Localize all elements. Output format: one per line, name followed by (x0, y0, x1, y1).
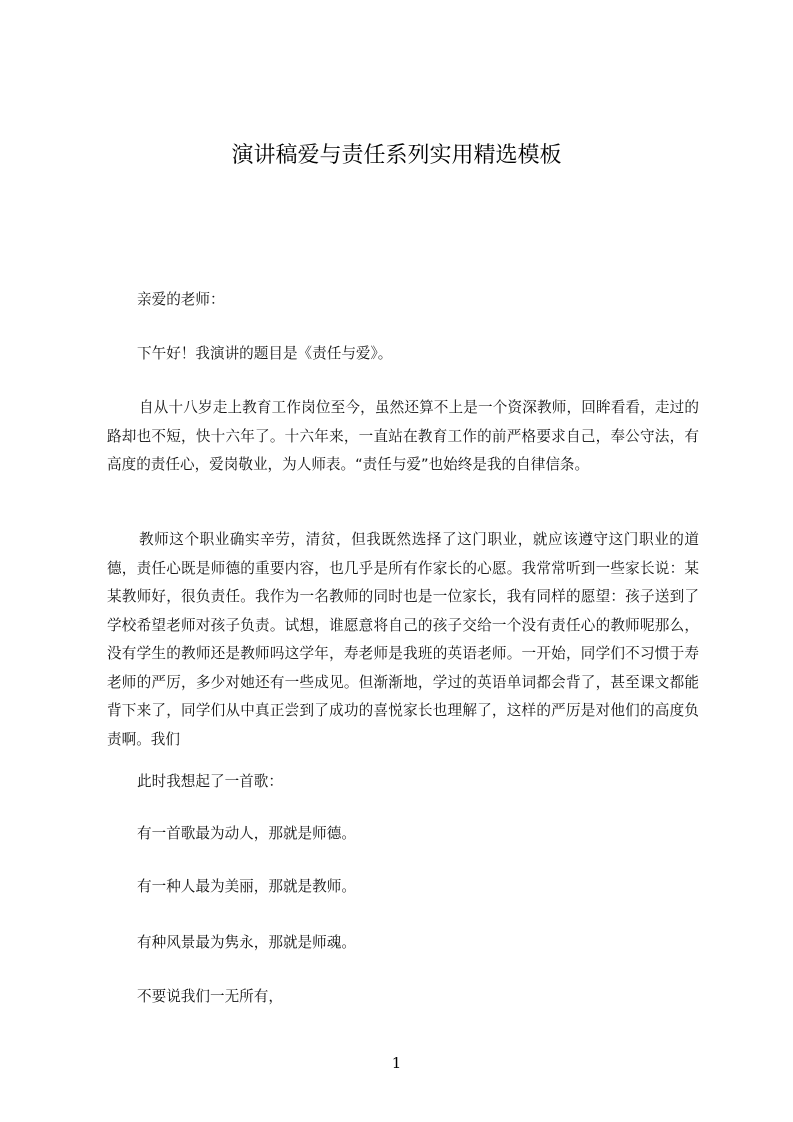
song-intro-line: 此时我想起了一首歌： (137, 773, 283, 790)
song-line-2: 有一种人最为美丽，那就是教师。 (137, 878, 356, 895)
song-line-3: 有种风景最为隽永，那就是师魂。 (137, 934, 356, 951)
greeting-line: 亲爱的老师： (137, 291, 225, 308)
song-line-1: 有一首歌最为动人，那就是师德。 (137, 825, 356, 842)
document-title: 演讲稿爱与责任系列实用精选模板 (231, 143, 562, 168)
page-number: 1 (391, 1054, 402, 1072)
closing-line: 不要说我们一无所有， (137, 988, 283, 1005)
opening-line: 下午好！我演讲的题目是《责任与爱》。 (137, 345, 393, 362)
body-paragraph-1: 自从十八岁走上教育工作岗位至今，虽然还算不上是一个资深教师，回眸看看，走过的路却也不短，快十六年了。十六年来，一直站在教育工作的前严格要求自己，奉公守法，有高度的责任心，爱岗敬业，为人师表。“责任与爱”也始终是我的自律信条。 (107, 399, 699, 473)
body-paragraph-2: 教师这个职业确实辛劳，清贫，但我既然选择了这门职业，就应该遵守这门职业的道德，责任心既是师德的重要内容，也几乎是所有作家长的心愿。我常常听到一些家长说：某某教师好，很负责任。我作为一名教师的同时也是一位家长，我有同样的愿望：孩子送到了学校希望老师对孩子负责。试想，谁愿意将自己的孩子交给一个没有责任心的教师呢那么，没有学生的教师还是教师吗这学年，寿老师是我班的英语老师。一开始，同学们不习惯于寿老师的严厉，多少对她还有一些成见。但渐渐地，学过的英语单词都会背了，甚至课文都能背下来了，同学们从中真正尝到了成功的喜悦家长也理解了，这样的严厉是对他们的高度负责啊。我们 (107, 531, 699, 748)
